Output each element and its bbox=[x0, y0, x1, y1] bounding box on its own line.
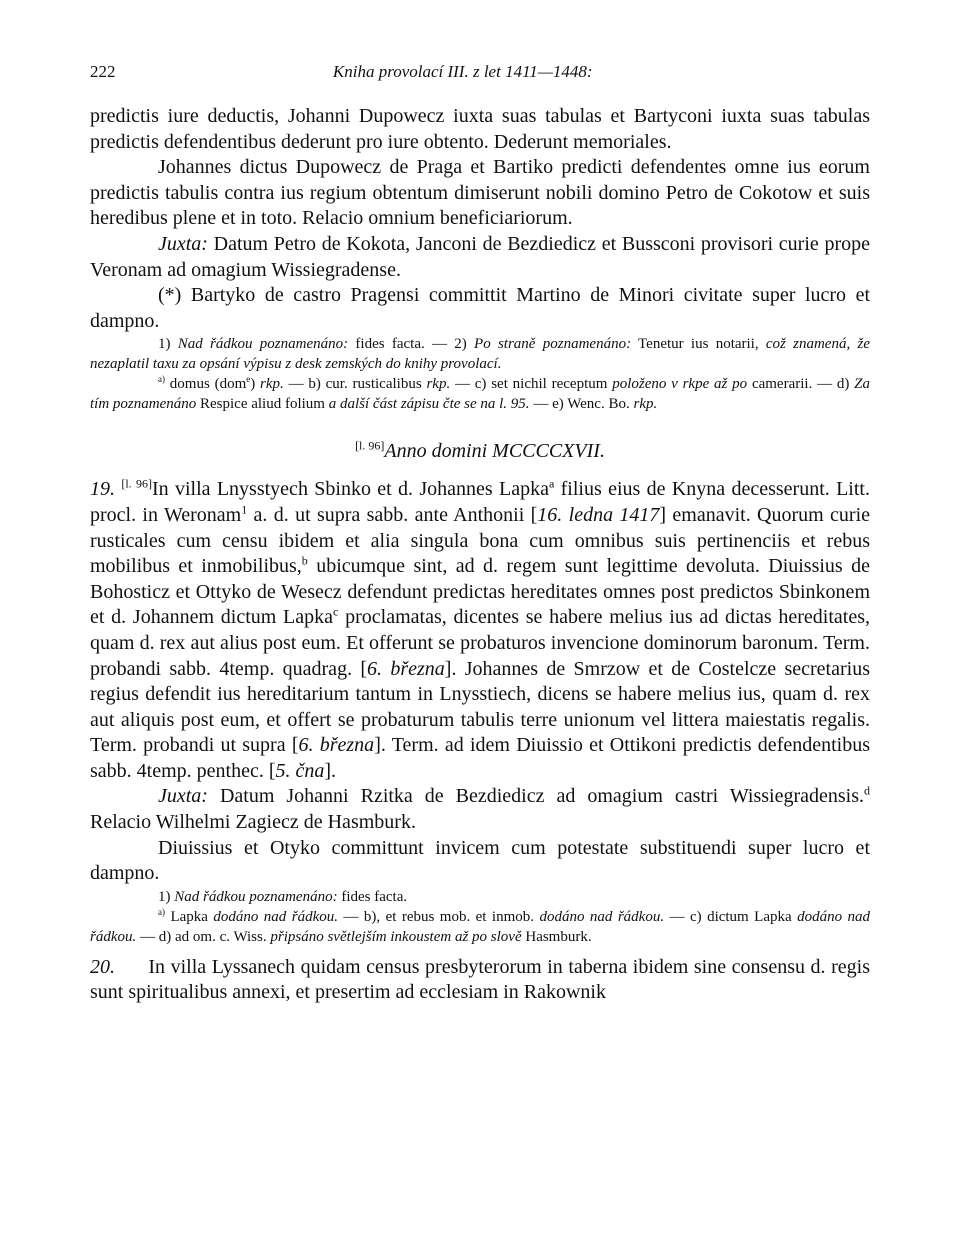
footnote-text: Tenetur ius notarii, bbox=[631, 336, 766, 353]
folio-ref: [l. 96] bbox=[121, 476, 152, 491]
page-number: 222 bbox=[90, 62, 116, 81]
footnote-mark: — d) bbox=[817, 376, 850, 393]
date-gloss: 6. března bbox=[298, 734, 375, 757]
paragraph-juxta-1 bbox=[90, 232, 870, 283]
footnotes-numeric-1 bbox=[90, 334, 870, 374]
date-gloss: 5. čna bbox=[275, 759, 325, 782]
paragraph-dimiserunt: Johannes dictus Dupowecz de Praga et Bartiko predicti defendentes omne ius eorum predictis tabulis contra ius regium obtentum dimiserunt nobili domino Petro de Cokotow et suis heredibus plene et in toto. Relacio omnium beneficiariorum. bbox=[90, 156, 870, 230]
paragraph-committit: (*) Bartyko de castro Pragensi committit Martino de Minori civitate super lucro et dampno. bbox=[90, 284, 870, 332]
entry-text: ]. bbox=[324, 759, 337, 782]
footnote-text: fides facta. — bbox=[348, 336, 455, 353]
footnote-mark: — b), bbox=[338, 908, 381, 925]
footnotes-letter-1 bbox=[90, 374, 870, 414]
paragraph-juxta-2 bbox=[90, 784, 870, 835]
entry-text: ubicumque sint, ad d. regem sunt legittime devoluta. Diuissius de Bohosticz et Ottyko de Wesecz defendunt predictas hereditates omnes post predictos Sbinkonem et d. Johannem dictum Lapka bbox=[90, 555, 870, 629]
year-heading-text: Anno domini MCCCCXVII. bbox=[384, 440, 605, 463]
entry-number: 20. bbox=[90, 955, 115, 978]
footnote-mark: — d) bbox=[136, 928, 172, 945]
juxta-label: Juxta: bbox=[158, 785, 208, 808]
date-gloss: 6. března bbox=[367, 657, 445, 680]
entry-20 bbox=[90, 955, 870, 1006]
footnote-text: camerarii. bbox=[747, 376, 818, 393]
entry-number: 19. bbox=[90, 478, 115, 501]
footnote-rkp: rkp. bbox=[633, 396, 658, 413]
footnote-text: Lapka bbox=[165, 908, 214, 925]
spacer bbox=[90, 947, 870, 955]
entry-text: proclamatas, dicentes se habere melius ius ad dictas hereditates, quam d. rex aut alius post eum. Et offerunt se probaturos invencione dominorum baronum. Term. probandi sabb. 4temp. quadrag. [ bbox=[90, 606, 870, 680]
footnote-label: Nad řádkou poznamenáno: bbox=[170, 888, 338, 905]
footnote-text: domus (dom bbox=[165, 376, 247, 393]
footnote-czech: dodáno nad řádkou. bbox=[213, 908, 338, 925]
footnote-sup: c bbox=[333, 604, 339, 619]
page-header bbox=[90, 62, 870, 82]
footnote-label: Nad řádkou poznamenáno: bbox=[170, 336, 349, 353]
entry-19 bbox=[90, 477, 870, 784]
entry-text: ]. Term. ad idem Diuissio et Ottikoni predictis defendentibus sabb. 4temp. penthec. [ bbox=[90, 734, 870, 782]
footnotes-letter-2 bbox=[90, 907, 870, 947]
footnotes-numeric-2 bbox=[90, 887, 870, 907]
footnote-text: set nichil receptum bbox=[486, 376, 613, 393]
date-gloss: 16. ledna 1417 bbox=[537, 503, 660, 526]
entry-text: In villa Lnysstyech Sbinko et d. Johannes Lapka bbox=[151, 478, 549, 501]
footnote-mark: 1) bbox=[158, 888, 171, 905]
footnote-text: dictum Lapka bbox=[701, 908, 798, 925]
entry-text: Relacio Wilhelmi Zagiecz de Hasmburk. bbox=[90, 811, 416, 834]
footnote-text: cur. rusticalibus bbox=[320, 376, 427, 393]
footnote-mark: — c) bbox=[664, 908, 702, 925]
footnote-sup: d bbox=[864, 783, 870, 798]
entry-text: Datum Johanni Rzitka de Bezdiedicz ad omagium castri Wissiegradensis. bbox=[207, 785, 864, 808]
juxta-text: Datum Petro de Kokota, Janconi de Bezdiedicz et Bussconi provisori curie prope Veronam ad omagium Wissiegradense. bbox=[90, 232, 870, 281]
footnote-sup: e bbox=[246, 374, 251, 385]
entry-text: a. d. ut supra sabb. ante Anthonii [ bbox=[247, 503, 538, 526]
folio-ref: [l. 96] bbox=[355, 438, 385, 453]
entry-text: ]. Johannes de Smrzow et de Costelcze secretarius regius defendit ius hereditarium tantum in Lnysstiech, dicens se habere melius ius, quam d. rex aut aliquis post eum, et offert se probaturum tabulis terre unionum vel littera maiestatis regalis. Term. probandi ut supra [ bbox=[90, 657, 870, 757]
footnote-czech: připsáno světlejším inkoustem až po slově bbox=[270, 928, 522, 945]
footnote-mark: — e) bbox=[529, 396, 564, 413]
juxta-label: Juxta: bbox=[158, 232, 208, 255]
footnote-text: Respice aliud folium bbox=[196, 396, 329, 413]
footnote-text: ) bbox=[250, 376, 261, 393]
footnote-mark: a) bbox=[158, 374, 165, 385]
footnote-czech: dodáno nad řádkou. bbox=[539, 908, 665, 925]
footnote-czech: Za tím poznamenáno bbox=[90, 376, 871, 413]
entry-text: ] emanavit. Quorum curie rusticales cum censu ibidem et alia singula bona cum omnibus suis pertinenciis et rebus mobilibus et inmobilibus, bbox=[90, 503, 871, 578]
footnote-mark: — b) bbox=[283, 376, 321, 393]
footnote-text: Hasmburk. bbox=[521, 928, 592, 945]
footnote-czech: dodáno nad řádkou. bbox=[90, 908, 871, 945]
entry-text: In villa Lyssanech quidam census presbyterorum in taberna ibidem sine consensu d. regis sunt spiritualibus annexi, et presertim ad ecclesiam in Rakownik bbox=[90, 955, 870, 1004]
footnote-text: ad om. c. Wiss. bbox=[171, 928, 271, 945]
footnote-sup: 1 bbox=[241, 502, 248, 517]
footnote-text: et rebus mob. et inmob. bbox=[380, 908, 540, 925]
entry-text: filius eius de Knyna decesserunt. Litt. procl. in Weronam bbox=[90, 478, 870, 526]
year-heading bbox=[90, 440, 870, 463]
running-title: Kniha provolací III. z let 1411—1448: bbox=[332, 62, 593, 81]
footnote-mark: — c) bbox=[450, 376, 487, 393]
footnote-czech: což znamená, že nezaplatil taxu za opsání výpisu z desk zemských do knihy provolací. bbox=[90, 336, 870, 373]
footnote-mark: a) bbox=[158, 906, 165, 917]
footnote-czech: a další část zápisu čte se na l. 95. bbox=[328, 396, 530, 413]
footnote-text: Wenc. Bo. bbox=[563, 396, 634, 413]
paragraph-continuation: predictis iure deductis, Johanni Dupowecz iuxta suas tabulas et Bartyconi iuxta suas tabulas predictis defendentibus dederunt pro iure obtento. Dederunt memoriales. bbox=[90, 105, 870, 153]
paragraph-committunt: Diuissius et Otyko committunt invicem cum potestate substituendi super lucro et dampno. bbox=[90, 836, 870, 885]
footnote-sup: b bbox=[301, 553, 308, 568]
footnote-rkp: rkp. bbox=[260, 376, 284, 393]
footnote-czech: položeno v rkpe až po bbox=[612, 376, 748, 393]
footnote-text: fides facta. bbox=[337, 888, 408, 905]
document-page bbox=[90, 62, 870, 1006]
footnote-sup: a bbox=[548, 476, 555, 491]
footnote-mark: 1) bbox=[158, 336, 171, 353]
footnote-rkp: rkp. bbox=[426, 376, 451, 393]
footnote-label: Po straně poznamenáno: bbox=[466, 336, 632, 353]
footnote-mark: 2) bbox=[454, 336, 467, 353]
